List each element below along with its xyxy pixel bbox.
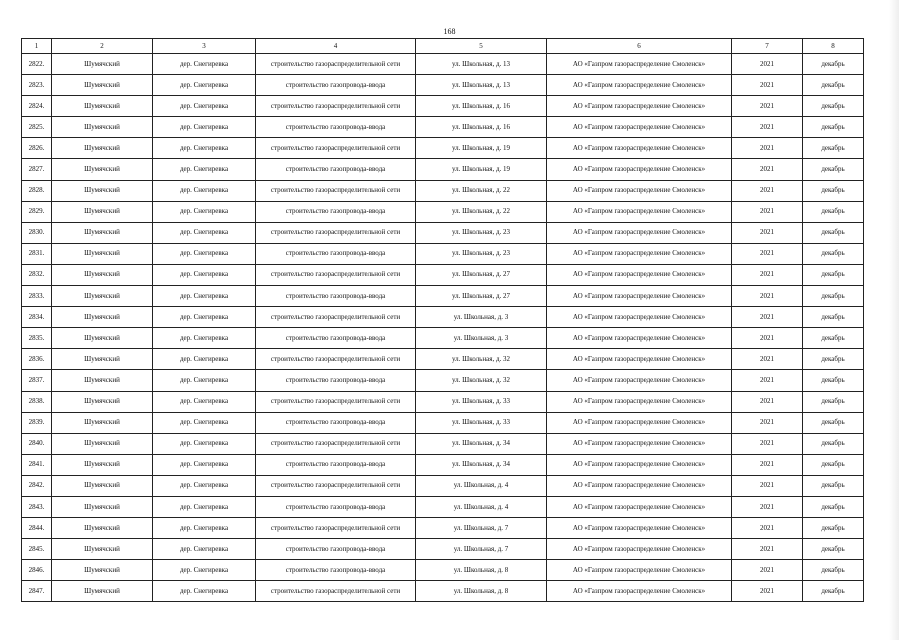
work-type-cell: строительство газораспределительной сети	[256, 54, 416, 75]
settlement-cell: дер. Снегиревка	[153, 475, 256, 496]
organization-cell: АО «Газпром газораспределение Смоленск»	[547, 581, 732, 602]
address-cell: ул. Школьная, д. 22	[416, 180, 547, 201]
work-type-cell: строительство газопровода-ввода	[256, 243, 416, 264]
settlement-cell: дер. Снегиревка	[153, 222, 256, 243]
address-cell: ул. Школьная, д. 32	[416, 349, 547, 370]
table-row	[22, 560, 864, 581]
address-cell: ул. Школьная, д. 8	[416, 560, 547, 581]
organization-cell: АО «Газпром газораспределение Смоленск»	[547, 75, 732, 96]
organization-cell: АО «Газпром газораспределение Смоленск»	[547, 96, 732, 117]
work-type-cell: строительство газопровода-ввода	[256, 159, 416, 180]
settlement-cell: дер. Снегиревка	[153, 286, 256, 307]
table-row	[22, 222, 864, 243]
month-cell: декабрь	[803, 391, 864, 412]
address-cell: ул. Школьная, д. 3	[416, 307, 547, 328]
scan-edge-shadow	[889, 0, 899, 640]
address-cell: ул. Школьная, д. 32	[416, 370, 547, 391]
year-cell: 2021	[732, 391, 803, 412]
month-cell: декабрь	[803, 475, 864, 496]
month-cell: декабрь	[803, 96, 864, 117]
month-cell: декабрь	[803, 496, 864, 517]
year-cell: 2021	[732, 222, 803, 243]
table-row	[22, 180, 864, 201]
district-cell: Шумячский	[52, 243, 153, 264]
district-cell: Шумячский	[52, 370, 153, 391]
column-header: 8	[803, 39, 864, 54]
settlement-cell: дер. Снегиревка	[153, 75, 256, 96]
table-row	[22, 475, 864, 496]
settlement-cell: дер. Снегиревка	[153, 412, 256, 433]
address-cell: ул. Школьная, д. 23	[416, 243, 547, 264]
table-row	[22, 412, 864, 433]
address-cell: ул. Школьная, д. 4	[416, 496, 547, 517]
month-cell: декабрь	[803, 433, 864, 454]
district-cell: Шумячский	[52, 560, 153, 581]
row-number: 2823.	[22, 75, 52, 96]
month-cell: декабрь	[803, 243, 864, 264]
address-cell: ул. Школьная, д. 16	[416, 96, 547, 117]
settlement-cell: дер. Снегиревка	[153, 560, 256, 581]
row-number: 2825.	[22, 117, 52, 138]
year-cell: 2021	[732, 180, 803, 201]
organization-cell: АО «Газпром газораспределение Смоленск»	[547, 138, 732, 159]
address-cell: ул. Школьная, д. 7	[416, 518, 547, 539]
month-cell: декабрь	[803, 75, 864, 96]
organization-cell: АО «Газпром газораспределение Смоленск»	[547, 518, 732, 539]
table-row	[22, 454, 864, 475]
table-row	[22, 117, 864, 138]
settlement-cell: дер. Снегиревка	[153, 138, 256, 159]
row-number: 2829.	[22, 201, 52, 222]
settlement-cell: дер. Снегиревка	[153, 518, 256, 539]
table-row	[22, 370, 864, 391]
row-number: 2836.	[22, 349, 52, 370]
district-cell: Шумячский	[52, 222, 153, 243]
year-cell: 2021	[732, 496, 803, 517]
year-cell: 2021	[732, 201, 803, 222]
work-type-cell: строительство газопровода-ввода	[256, 117, 416, 138]
work-type-cell: строительство газопровода-ввода	[256, 496, 416, 517]
address-cell: ул. Школьная, д. 23	[416, 222, 547, 243]
address-cell: ул. Школьная, д. 13	[416, 54, 547, 75]
address-cell: ул. Школьная, д. 19	[416, 138, 547, 159]
month-cell: декабрь	[803, 412, 864, 433]
address-cell: ул. Школьная, д. 13	[416, 75, 547, 96]
year-cell: 2021	[732, 539, 803, 560]
year-cell: 2021	[732, 518, 803, 539]
table-row	[22, 243, 864, 264]
month-cell: декабрь	[803, 307, 864, 328]
table-body	[22, 54, 864, 602]
table-row	[22, 581, 864, 602]
month-cell: декабрь	[803, 159, 864, 180]
work-type-cell: строительство газораспределительной сети	[256, 222, 416, 243]
district-cell: Шумячский	[52, 75, 153, 96]
district-cell: Шумячский	[52, 159, 153, 180]
table-row	[22, 286, 864, 307]
gasification-schedule-table	[21, 38, 864, 602]
row-number: 2843.	[22, 496, 52, 517]
row-number: 2847.	[22, 581, 52, 602]
work-type-cell: строительство газораспределительной сети	[256, 96, 416, 117]
year-cell: 2021	[732, 560, 803, 581]
row-number: 2833.	[22, 286, 52, 307]
district-cell: Шумячский	[52, 349, 153, 370]
row-number: 2835.	[22, 328, 52, 349]
settlement-cell: дер. Снегиревка	[153, 243, 256, 264]
row-number: 2844.	[22, 518, 52, 539]
organization-cell: АО «Газпром газораспределение Смоленск»	[547, 243, 732, 264]
row-number: 2845.	[22, 539, 52, 560]
district-cell: Шумячский	[52, 496, 153, 517]
organization-cell: АО «Газпром газораспределение Смоленск»	[547, 222, 732, 243]
district-cell: Шумячский	[52, 54, 153, 75]
table-row	[22, 391, 864, 412]
organization-cell: АО «Газпром газораспределение Смоленск»	[547, 201, 732, 222]
address-cell: ул. Школьная, д. 3	[416, 328, 547, 349]
row-number: 2840.	[22, 433, 52, 454]
header-row	[22, 39, 864, 54]
district-cell: Шумячский	[52, 412, 153, 433]
year-cell: 2021	[732, 328, 803, 349]
year-cell: 2021	[732, 264, 803, 285]
table-row	[22, 201, 864, 222]
month-cell: декабрь	[803, 328, 864, 349]
year-cell: 2021	[732, 581, 803, 602]
column-header: 3	[153, 39, 256, 54]
address-cell: ул. Школьная, д. 16	[416, 117, 547, 138]
organization-cell: АО «Газпром газораспределение Смоленск»	[547, 159, 732, 180]
year-cell: 2021	[732, 117, 803, 138]
month-cell: декабрь	[803, 117, 864, 138]
column-header: 2	[52, 39, 153, 54]
address-cell: ул. Школьная, д. 34	[416, 454, 547, 475]
address-cell: ул. Школьная, д. 33	[416, 412, 547, 433]
settlement-cell: дер. Снегиревка	[153, 117, 256, 138]
work-type-cell: строительство газораспределительной сети	[256, 349, 416, 370]
table-row	[22, 328, 864, 349]
month-cell: декабрь	[803, 581, 864, 602]
district-cell: Шумячский	[52, 117, 153, 138]
address-cell: ул. Школьная, д. 8	[416, 581, 547, 602]
page-number: 168	[443, 27, 456, 36]
table-row	[22, 75, 864, 96]
column-header: 4	[256, 39, 416, 54]
month-cell: декабрь	[803, 138, 864, 159]
month-cell: декабрь	[803, 264, 864, 285]
district-cell: Шумячский	[52, 286, 153, 307]
work-type-cell: строительство газораспределительной сети	[256, 307, 416, 328]
row-number: 2831.	[22, 243, 52, 264]
work-type-cell: строительство газопровода-ввода	[256, 454, 416, 475]
month-cell: декабрь	[803, 222, 864, 243]
row-number: 2839.	[22, 412, 52, 433]
table-row	[22, 496, 864, 517]
month-cell: декабрь	[803, 539, 864, 560]
row-number: 2841.	[22, 454, 52, 475]
settlement-cell: дер. Снегиревка	[153, 454, 256, 475]
year-cell: 2021	[732, 412, 803, 433]
organization-cell: АО «Газпром газораспределение Смоленск»	[547, 454, 732, 475]
work-type-cell: строительство газораспределительной сети	[256, 475, 416, 496]
organization-cell: АО «Газпром газораспределение Смоленск»	[547, 475, 732, 496]
organization-cell: АО «Газпром газораспределение Смоленск»	[547, 180, 732, 201]
organization-cell: АО «Газпром газораспределение Смоленск»	[547, 117, 732, 138]
organization-cell: АО «Газпром газораспределение Смоленск»	[547, 560, 732, 581]
organization-cell: АО «Газпром газораспределение Смоленск»	[547, 412, 732, 433]
table-row	[22, 159, 864, 180]
organization-cell: АО «Газпром газораспределение Смоленск»	[547, 328, 732, 349]
work-type-cell: строительство газораспределительной сети	[256, 433, 416, 454]
district-cell: Шумячский	[52, 180, 153, 201]
year-cell: 2021	[732, 475, 803, 496]
settlement-cell: дер. Снегиревка	[153, 433, 256, 454]
district-cell: Шумячский	[52, 475, 153, 496]
year-cell: 2021	[732, 454, 803, 475]
district-cell: Шумячский	[52, 201, 153, 222]
settlement-cell: дер. Снегиревка	[153, 159, 256, 180]
month-cell: декабрь	[803, 518, 864, 539]
work-type-cell: строительство газопровода-ввода	[256, 75, 416, 96]
settlement-cell: дер. Снегиревка	[153, 349, 256, 370]
district-cell: Шумячский	[52, 518, 153, 539]
month-cell: декабрь	[803, 370, 864, 391]
organization-cell: АО «Газпром газораспределение Смоленск»	[547, 307, 732, 328]
settlement-cell: дер. Снегиревка	[153, 201, 256, 222]
column-header: 7	[732, 39, 803, 54]
column-header: 6	[547, 39, 732, 54]
address-cell: ул. Школьная, д. 7	[416, 539, 547, 560]
organization-cell: АО «Газпром газораспределение Смоленск»	[547, 54, 732, 75]
year-cell: 2021	[732, 370, 803, 391]
settlement-cell: дер. Снегиревка	[153, 391, 256, 412]
settlement-cell: дер. Снегиревка	[153, 54, 256, 75]
table-row	[22, 54, 864, 75]
row-number: 2828.	[22, 180, 52, 201]
work-type-cell: строительство газораспределительной сети	[256, 518, 416, 539]
address-cell: ул. Школьная, д. 27	[416, 286, 547, 307]
year-cell: 2021	[732, 307, 803, 328]
month-cell: декабрь	[803, 54, 864, 75]
organization-cell: АО «Газпром газораспределение Смоленск»	[547, 349, 732, 370]
address-cell: ул. Школьная, д. 33	[416, 391, 547, 412]
address-cell: ул. Школьная, д. 22	[416, 201, 547, 222]
district-cell: Шумячский	[52, 328, 153, 349]
work-type-cell: строительство газораспределительной сети	[256, 391, 416, 412]
address-cell: ул. Школьная, д. 4	[416, 475, 547, 496]
work-type-cell: строительство газораспределительной сети	[256, 180, 416, 201]
row-number: 2837.	[22, 370, 52, 391]
organization-cell: АО «Газпром газораспределение Смоленск»	[547, 433, 732, 454]
address-cell: ул. Школьная, д. 34	[416, 433, 547, 454]
table-row	[22, 433, 864, 454]
table-header	[22, 39, 864, 54]
address-cell: ул. Школьная, д. 27	[416, 264, 547, 285]
month-cell: декабрь	[803, 286, 864, 307]
work-type-cell: строительство газопровода-ввода	[256, 539, 416, 560]
work-type-cell: строительство газопровода-ввода	[256, 560, 416, 581]
row-number: 2822.	[22, 54, 52, 75]
month-cell: декабрь	[803, 201, 864, 222]
year-cell: 2021	[732, 159, 803, 180]
work-type-cell: строительство газораспределительной сети	[256, 138, 416, 159]
row-number: 2832.	[22, 264, 52, 285]
organization-cell: АО «Газпром газораспределение Смоленск»	[547, 264, 732, 285]
table-row	[22, 264, 864, 285]
settlement-cell: дер. Снегиревка	[153, 264, 256, 285]
month-cell: декабрь	[803, 560, 864, 581]
year-cell: 2021	[732, 433, 803, 454]
row-number: 2838.	[22, 391, 52, 412]
table-row	[22, 349, 864, 370]
district-cell: Шумячский	[52, 581, 153, 602]
work-type-cell: строительство газопровода-ввода	[256, 286, 416, 307]
organization-cell: АО «Газпром газораспределение Смоленск»	[547, 496, 732, 517]
district-cell: Шумячский	[52, 539, 153, 560]
work-type-cell: строительство газопровода-ввода	[256, 328, 416, 349]
year-cell: 2021	[732, 138, 803, 159]
month-cell: декабрь	[803, 454, 864, 475]
settlement-cell: дер. Снегиревка	[153, 96, 256, 117]
settlement-cell: дер. Снегиревка	[153, 180, 256, 201]
settlement-cell: дер. Снегиревка	[153, 307, 256, 328]
organization-cell: АО «Газпром газораспределение Смоленск»	[547, 370, 732, 391]
row-number: 2834.	[22, 307, 52, 328]
settlement-cell: дер. Снегиревка	[153, 370, 256, 391]
work-type-cell: строительство газораспределительной сети	[256, 264, 416, 285]
row-number: 2827.	[22, 159, 52, 180]
district-cell: Шумячский	[52, 454, 153, 475]
organization-cell: АО «Газпром газораспределение Смоленск»	[547, 539, 732, 560]
settlement-cell: дер. Снегиревка	[153, 328, 256, 349]
organization-cell: АО «Газпром газораспределение Смоленск»	[547, 286, 732, 307]
row-number: 2826.	[22, 138, 52, 159]
month-cell: декабрь	[803, 180, 864, 201]
work-type-cell: строительство газопровода-ввода	[256, 201, 416, 222]
row-number: 2846.	[22, 560, 52, 581]
district-cell: Шумячский	[52, 391, 153, 412]
month-cell: декабрь	[803, 349, 864, 370]
work-type-cell: строительство газораспределительной сети	[256, 581, 416, 602]
row-number: 2830.	[22, 222, 52, 243]
address-cell: ул. Школьная, д. 19	[416, 159, 547, 180]
row-number: 2824.	[22, 96, 52, 117]
year-cell: 2021	[732, 349, 803, 370]
year-cell: 2021	[732, 54, 803, 75]
work-type-cell: строительство газопровода-ввода	[256, 412, 416, 433]
work-type-cell: строительство газопровода-ввода	[256, 370, 416, 391]
settlement-cell: дер. Снегиревка	[153, 496, 256, 517]
table-row	[22, 307, 864, 328]
district-cell: Шумячский	[52, 138, 153, 159]
table-row	[22, 138, 864, 159]
column-header: 5	[416, 39, 547, 54]
organization-cell: АО «Газпром газораспределение Смоленск»	[547, 391, 732, 412]
settlement-cell: дер. Снегиревка	[153, 581, 256, 602]
year-cell: 2021	[732, 286, 803, 307]
table-row	[22, 96, 864, 117]
table-row	[22, 539, 864, 560]
district-cell: Шумячский	[52, 433, 153, 454]
district-cell: Шумячский	[52, 96, 153, 117]
district-cell: Шумячский	[52, 307, 153, 328]
year-cell: 2021	[732, 96, 803, 117]
year-cell: 2021	[732, 75, 803, 96]
settlement-cell: дер. Снегиревка	[153, 539, 256, 560]
district-cell: Шумячский	[52, 264, 153, 285]
row-number: 2842.	[22, 475, 52, 496]
column-header: 1	[22, 39, 52, 54]
table-row	[22, 518, 864, 539]
year-cell: 2021	[732, 243, 803, 264]
